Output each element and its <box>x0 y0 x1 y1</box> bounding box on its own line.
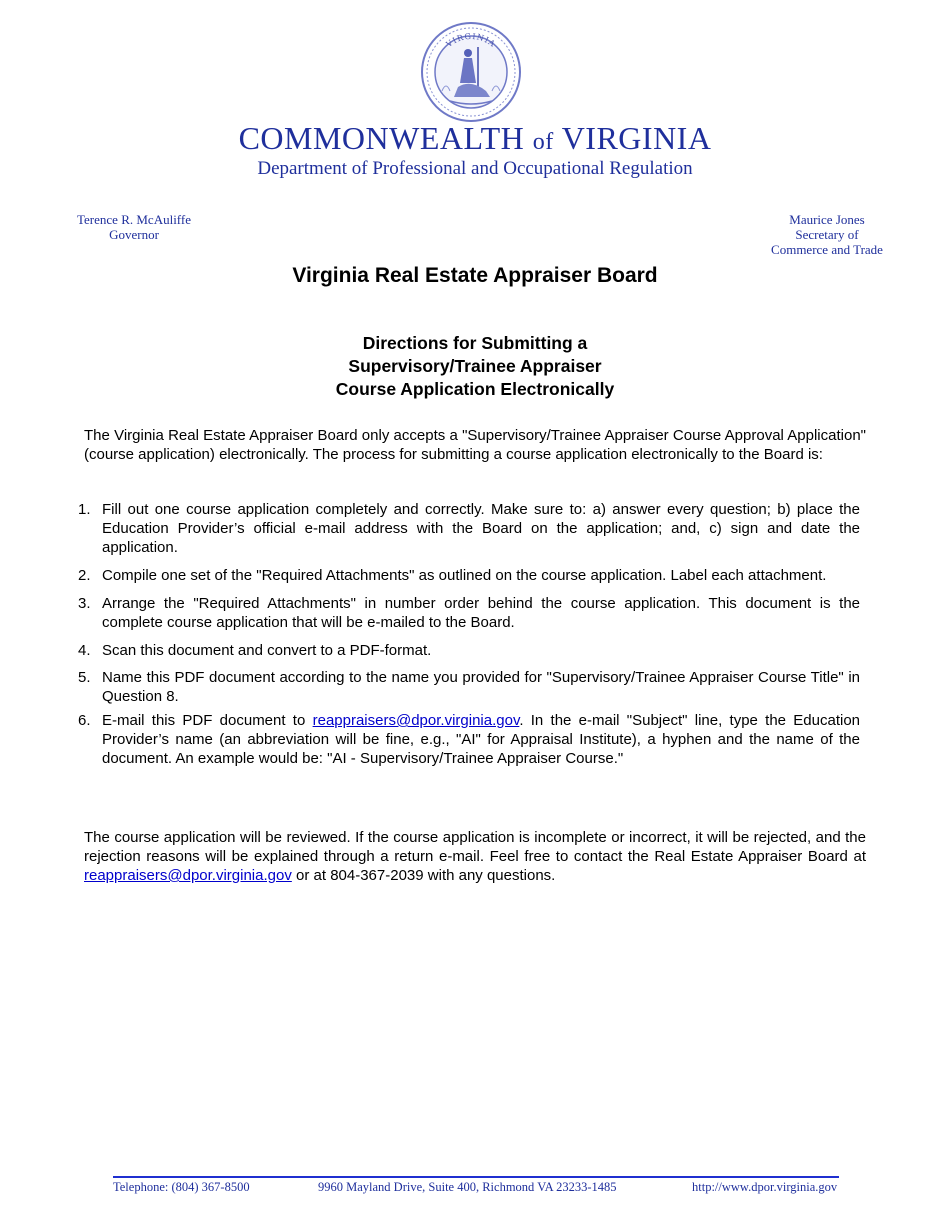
letterhead-title: COMMONWEALTH of VIRGINIA <box>238 120 712 156</box>
list-item: 1. Fill out one course application completely and correctly. Make sure to: a) answer every question; b) place the Education Provider’s official e-mail address with the Board on the application; and, c) sign and date the application. <box>78 501 860 556</box>
department-name: Department of Professional and Occupational Regulation <box>257 158 693 179</box>
governor-title: Governor <box>109 227 159 242</box>
contact-email-link[interactable]: reappraisers@dpor.virginia.gov <box>84 867 292 884</box>
directions-heading: Directions for Submitting a Supervisory/Trainee Appraiser Course Application Electronically <box>335 333 615 399</box>
intro-paragraph: The Virginia Real Estate Appraiser Board only accepts a "Supervisory/Trainee Appraiser Course Approval Application" (course application) electronically. The process for submitting a course application electronically to the Board is: <box>84 427 866 463</box>
list-item: 2. Compile one set of the "Required Attachments" as outlined on the course application. Label each attachment. <box>78 567 827 584</box>
list-item: 6. E-mail this PDF document to reappraisers@dpor.virginia.gov. In the e-mail "Subject" line, type the Education Provider’s name (an abbreviation will be fine, e.g., "AI" for Appraisal Institute), a hyphen and the name of the document. An example would be: "AI - Supervisory/Trainee Appraiser Course." <box>78 712 861 767</box>
list-item: 4. Scan this document and convert to a PDF-format. <box>78 642 432 659</box>
secretary-title-line2: Commerce and Trade <box>771 242 883 257</box>
footer-divider <box>113 1176 839 1178</box>
svg-text:VIRGINIA: VIRGINIA <box>444 31 498 50</box>
virginia-seal-logo <box>420 21 522 123</box>
footer-address: 9960 Mayland Drive, Suite 400, Richmond VA 23233-1485 <box>318 1180 617 1194</box>
governor-block <box>70 212 198 242</box>
footer-website: http://www.dpor.virginia.gov <box>692 1180 838 1194</box>
list-item: 5. Name this PDF document according to the name you provided for "Supervisory/Trainee Appraiser Course Title" in Question 8. <box>78 669 860 705</box>
closing-paragraph: The course application will be reviewed. If the course application is incomplete or incorrect, it will be rejected, and the rejection reasons will be explained through a return e-mail. Feel free to contact the Real Estate Appraiser Board at reappraisers@dpor.virginia.gov or at 804-367-2039 with any questions. <box>84 829 866 884</box>
footer-phone: Telephone: (804) 367-8500 <box>113 1180 250 1194</box>
governor-name: Terence R. McAuliffe <box>77 212 191 227</box>
board-title: Virginia Real Estate Appraiser Board <box>292 264 658 287</box>
secretary-block <box>762 212 892 257</box>
secretary-name: Maurice Jones <box>789 212 865 227</box>
secretary-title-line1: Secretary of <box>795 227 859 242</box>
list-item: 3. Arrange the "Required Attachments" in number order behind the course application. This document is the complete course application that will be e-mailed to the Board. <box>78 595 860 631</box>
email-link[interactable]: reappraisers@dpor.virginia.gov <box>312 712 520 729</box>
steps-list <box>78 500 860 768</box>
